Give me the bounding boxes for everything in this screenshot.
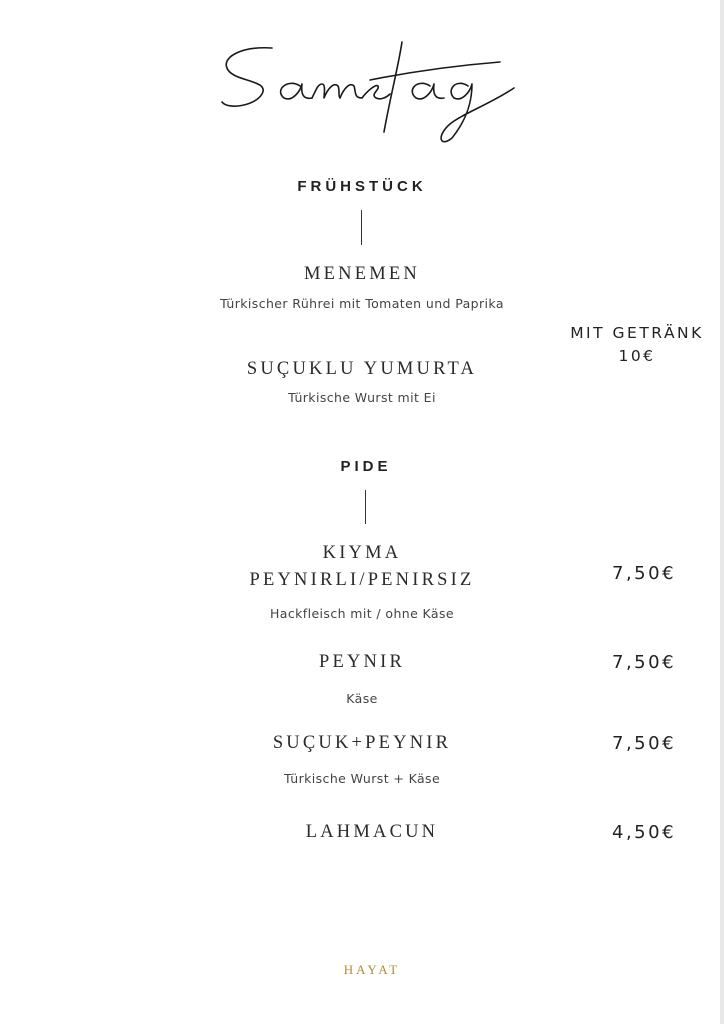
breakfast-divider	[361, 210, 362, 245]
dish-description: Hackfleisch mit / ohne Käse	[270, 606, 454, 621]
page-title	[200, 28, 530, 148]
dish-price: 7,50€	[612, 652, 677, 673]
footer-brand: HAYAT	[343, 962, 401, 977]
dish-description: Türkische Wurst + Käse	[283, 771, 441, 786]
page-edge	[720, 0, 724, 1024]
dish-price: 7,50€	[612, 733, 677, 754]
dish-price: 7,50€	[612, 563, 677, 584]
dish-description: Käse	[346, 691, 378, 706]
dish-name: SUÇUK+PEYNIR	[272, 733, 452, 753]
dish-name: SUÇUKLU YUMURTA	[246, 359, 478, 379]
dish-name-line: PEYNIRLI/PENIRSIZ	[249, 570, 475, 590]
breakfast-price-note	[552, 322, 722, 368]
pide-divider	[365, 490, 366, 524]
price-note-label: MIT GETRÄNK	[570, 324, 704, 342]
pide-heading: PIDE	[340, 458, 392, 475]
dish-name	[212, 540, 512, 594]
dish-description: Türkischer Rührei mit Tomaten und Paprika	[220, 296, 504, 311]
dish-price: 4,50€	[612, 822, 677, 843]
dish-name: MENEMEN	[304, 264, 420, 284]
script-title-graphic	[200, 28, 530, 148]
dish-description: Türkische Wurst mit Ei	[288, 390, 436, 405]
price-note-amount: 10€	[618, 347, 656, 365]
dish-name-line: KIYMA	[322, 543, 402, 563]
breakfast-heading: FRÜHSTÜCK	[297, 178, 427, 195]
dish-name: LAHMACUN	[305, 822, 439, 842]
dish-name: PEYNIR	[318, 652, 405, 672]
